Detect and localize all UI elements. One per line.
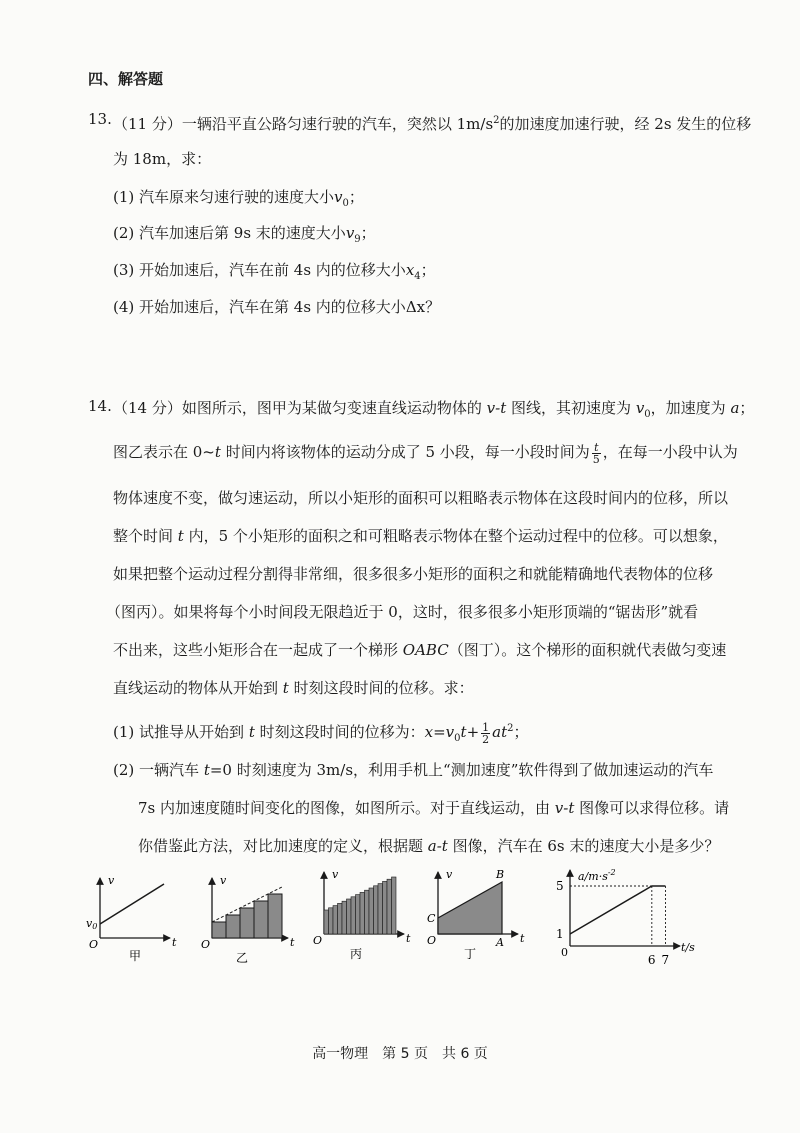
ding-t-axis-label: t — [520, 932, 525, 945]
bing-bar — [347, 899, 352, 934]
q13-part-3: (3) 开始加速后，汽车在前 4s 内的位移大小$x_4$； — [113, 261, 436, 282]
q13-number: 13. — [88, 110, 112, 128]
bing-bar — [360, 892, 365, 934]
yi-origin: O — [201, 938, 211, 951]
at-chart — [540, 862, 720, 982]
page-footer: 高一物理 第 5 页 共 6 页 — [312, 1046, 488, 1062]
q14-line5: 如果把整个运动过程分割得非常细，很多很多小矩形的面积之和就能精确地代表物体的位移 — [113, 565, 714, 583]
ding-v-axis-label: v — [446, 868, 453, 881]
yi-v-axis-label: v — [220, 874, 227, 887]
bing-bar — [356, 895, 361, 934]
q14-part-2-line3: 你借鉴此方法，对比加速度的定义，根据题 a-t 图像，汽车在 6s 末的速度大小是多少？ — [138, 837, 720, 855]
q13-stem-line1: （11 分）一辆沿平直公路匀速行驶的汽车，突然以 $1m/s^2$的加速度加速行驶，经 2s 发生的位移 — [113, 115, 752, 133]
bing-origin: O — [313, 934, 323, 947]
section-title: 四、解答题 — [88, 70, 164, 88]
q13-score: （11 分） — [113, 115, 182, 133]
bing-bar — [338, 903, 343, 934]
q14-line1: （14 分）如图所示，图甲为某做匀变速直线运动物体的 v-t 图线，其初速度为 $v_0$，加速度为 a； — [113, 399, 755, 420]
at-x-axis-label: t/s — [681, 941, 695, 954]
jia-t-axis-label: t — [172, 936, 177, 949]
bing-bar — [378, 884, 383, 934]
q13-part-2: (2) 汽车加速后第 9s 末的速度大小$v_9$； — [113, 224, 376, 245]
bing-bar — [387, 879, 392, 934]
bing-bar — [333, 906, 338, 934]
q14-line2: 图乙表示在 0~t 时间内将该物体的运动分成了 5 小段，每一小段时间为 $\frac{t}{5}$ ，在每一小段中认为 — [113, 440, 738, 466]
jia-v0-label: v0 — [86, 917, 98, 931]
yi-caption: 乙 — [236, 951, 249, 965]
bing-v-axis-label: v — [332, 868, 339, 881]
bing-t-axis-label: t — [406, 932, 411, 945]
bing-bar — [365, 890, 370, 934]
q14-line7: 不出来，这些小矩形合在一起成了一个梯形 OABC（图丁）。这个梯形的面积就代表做匀变速 — [113, 641, 727, 659]
ding-origin: O — [427, 934, 437, 947]
figure-jia — [84, 872, 194, 972]
q14-line3: 物体速度不变，做匀速运动，所以小矩形的面积可以粗略表示物体在这段时间内的位移，所以 — [113, 489, 729, 507]
q14-line6: （图丙）。如果将每个小时间段无限趋近于 0，这时，很多很多小矩形顶端的“锯齿形”就看 — [106, 603, 699, 621]
q13-part-1: (1) 汽车原来匀速行驶的速度大小$v_0$； — [113, 188, 364, 209]
bing-bar — [383, 881, 388, 934]
figure-ding — [422, 866, 532, 966]
at-x-tick-7: 7 — [661, 953, 670, 967]
q14-number: 14. — [88, 397, 112, 415]
q13-part-4: (4) 开始加速后，汽车在第 4s 内的位移大小Δx？ — [113, 298, 441, 316]
ding-point-a: A — [496, 936, 504, 949]
q14-part-1: (1) 试推导从开始到 t 时刻这段时间的位移为：$x=v_0t+$ $\frac{1}{2}$ $at^2$； — [113, 720, 529, 746]
bing-bar — [374, 886, 379, 934]
bing-bars — [324, 877, 396, 934]
ding-caption: 丁 — [464, 947, 477, 961]
bing-bar — [324, 910, 329, 934]
at-x-tick-6: 6 — [647, 953, 656, 967]
q14-part-2-line1: (2) 一辆汽车 t=0 时刻速度为 3m/s，利用手机上“测加速度”软件得到了做加速运动的汽车 — [113, 761, 714, 779]
bing-caption: 丙 — [350, 947, 363, 961]
at-y-axis-label: $a/m\cdot s^{-2}$ — [578, 868, 616, 883]
q14-part-2-line2: 7s 内加速度随时间变化的图像，如图所示。对于直线运动，由 v-t 图像可以求得位移。请 — [138, 799, 730, 817]
bing-bar — [369, 888, 374, 934]
at-origin: 0 — [561, 946, 568, 959]
at-y-tick-5: 5 — [556, 879, 564, 893]
q14-line8: 直线运动的物体从开始到 t 时刻这段时间的位移。求： — [113, 679, 474, 697]
ding-point-b: B — [496, 868, 505, 881]
yi-t-axis-label: t — [290, 936, 295, 949]
bing-bar — [392, 877, 397, 934]
figure-yi — [196, 872, 306, 972]
q14-line4: 整个时间 t 内，5 个小矩形的面积之和可粗略表示物体在整个运动过程中的位移。可以想象， — [113, 527, 728, 545]
at-series-line — [570, 886, 665, 934]
ding-point-c: C — [427, 912, 436, 925]
figure-bing — [308, 866, 418, 966]
at-y-tick-1: 1 — [556, 927, 564, 941]
jia-origin: O — [89, 938, 99, 951]
jia-v-axis-label: v — [108, 874, 115, 887]
bing-bar — [351, 897, 356, 934]
jia-caption: 甲 — [129, 949, 142, 963]
bing-bar — [342, 901, 347, 934]
bing-bar — [329, 908, 334, 934]
q13-stem-line2: 为 18m，求： — [113, 150, 212, 168]
q14-score: （14 分） — [113, 399, 182, 417]
